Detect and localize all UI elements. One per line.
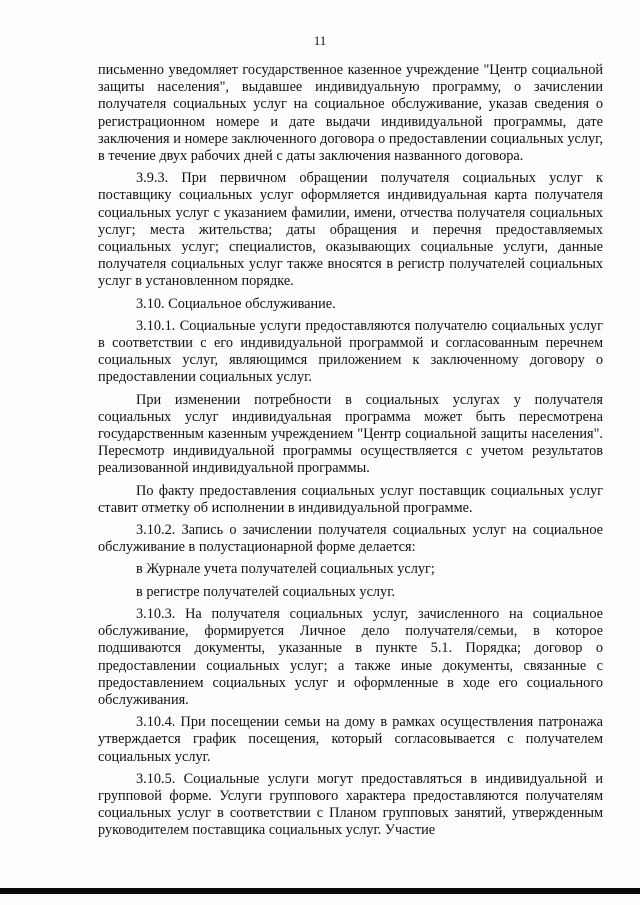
page-number: 11 xyxy=(313,33,327,48)
paragraph: в Журнале учета получателей социальных услуг; xyxy=(136,561,435,578)
scan-edge-bar xyxy=(0,888,640,894)
paragraph: 3.10.1. Социальные услуги предоставляются получателю социальных услуг в соответствии с его индивидуальной программой и согласованным перечнем социальных услуг, являющимся приложением к заключенному договору о предоставлении социальных услуг. xyxy=(98,317,603,386)
paragraph: При изменении потребности в социальных услугах у получателя социальных услуг индивидуальная программа может быть пересмотрена государственным казенным учреждением "Центр социальной защиты населения". Пересмотр индивидуальной программы осуществляется с учетом результатов реализованной индивидуальной программы. xyxy=(98,391,603,477)
paragraph: 3.10.4. При посещении семьи на дому в рамках осуществления патронажа утверждается график посещения, который согласовывается с получателем социальных услуг. xyxy=(98,714,603,765)
paragraph: в регистре получателей социальных услуг. xyxy=(136,583,396,600)
paragraph: По факту предоставления социальных услуг поставщик социальных услуг ставит отметку об исполнении в индивидуальной программе. xyxy=(98,482,603,516)
paragraph: 3.10.2. Запись о зачислении получателя социальных услуг на социальное обслуживание в полустационарной форме делается: xyxy=(98,522,603,556)
paragraph: 3.10.3. На получателя социальных услуг, зачисленного на социальное обслуживание, формируется Личное дело получателя/семьи, в которое подшиваются документы, указанные в пункте 5.1. Порядка; договор о предоставлении социальных услуг; а также иные документы, связанные с предоставлением социальных услуг и оформленные в ходе его социального обслуживания. xyxy=(98,605,603,708)
paragraph: 3.10.5. Социальные услуги могут предоставляться в индивидуальной и групповой форме. Услуги группового характера предоставляются получателям социальных услуг в соответствии с Планом групповых занятий, утвержденным руководителем поставщика социальных услуг. Участие xyxy=(98,770,603,839)
document-body xyxy=(98,62,603,845)
paragraph: 3.9.3. При первичном обращении получателя социальных услуг к поставщику социальных услуг оформляется индивидуальная карта получателя социальных услуг с указанием фамилии, имени, отчества получателя социальных услуг; места жительства; даты обращения и перечня предоставляемых социальных услуг; специалистов, оказывающих социальные услуги, данные получателя социальных услуг также вносятся в регистр получателей социальных услуг в установленном порядке. xyxy=(98,170,603,290)
paragraph: письменно уведомляет государственное казенное учреждение "Центр социальной защиты населения", выдавшее индивидуальную программу, о зачислении получателя социальных услуг на социальное обслуживание, указав сведения о регистрационном номере и дате выдачи индивидуальной программы, дате заключения и номере заключенного договора о предоставлении социальных услуг, в течение двух рабочих дней с даты заключения названного договора. xyxy=(98,62,603,165)
paragraph: 3.10. Социальное обслуживание. xyxy=(136,295,336,312)
